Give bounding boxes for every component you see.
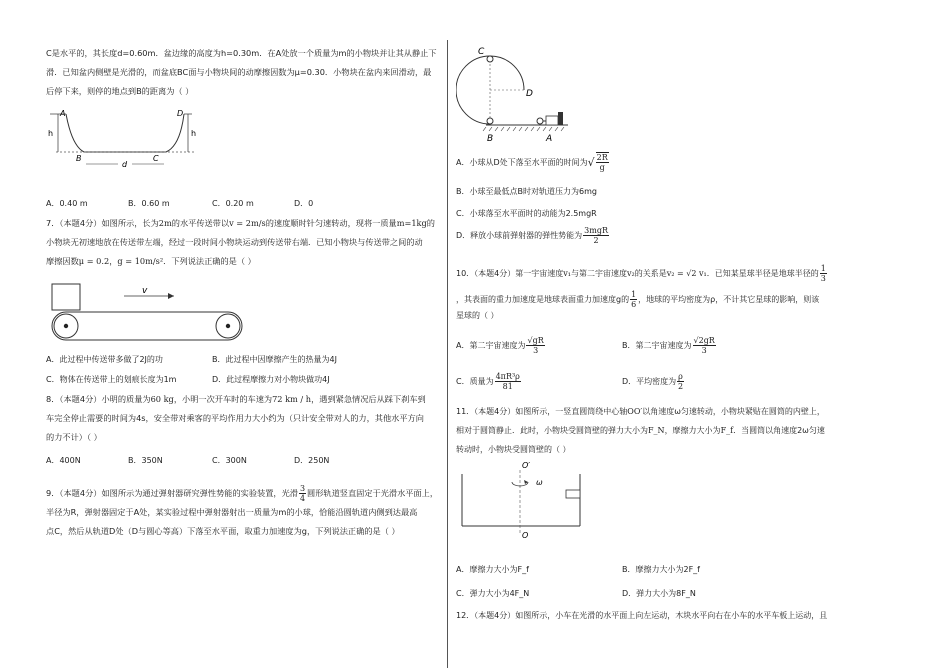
q6-option-d: D．0 — [294, 199, 314, 208]
q7-text-line2: 小物块无初速地放在传送带左端，经过一段时间小物块运动到传送带右端．已知小物块与传送带之间的动 — [46, 237, 423, 247]
q8-text — [46, 390, 442, 447]
q8-option-a: A．400N — [46, 456, 81, 465]
label-B: B — [487, 134, 494, 144]
q7-text — [46, 214, 442, 271]
label-O: O — [522, 531, 529, 540]
label-A: A — [546, 134, 553, 144]
q7-options-row1 — [46, 354, 337, 365]
q8-option-c: C．300N — [212, 456, 247, 465]
q6-options — [46, 198, 313, 209]
q6-option-b: B．0.60 m — [128, 199, 170, 208]
q11-option-c: C．弹力大小为4F_N — [456, 589, 530, 598]
q9-text — [46, 484, 442, 541]
q7-option-c: C．物体在传送带上的划痕长度为1m — [46, 375, 177, 384]
label-D: D — [177, 109, 184, 118]
left-column — [46, 40, 442, 101]
q8-options — [46, 455, 329, 466]
q11-options-row2 — [456, 588, 696, 599]
q9-option-a: A．小球从D处下落至水平面的时间为 √ $\frac{2R}{g}$ — [456, 153, 608, 172]
q10-text-line2: ，其表面的重力加速度是地球表面重力加速度g的 $\frac{1}{6}$ ，地球的平均密度为ρ，不计其它星球的影响，则该 — [456, 290, 820, 309]
column-divider — [447, 40, 448, 668]
q6-text-line2: 滑．已知盆内侧壁是光滑的，而盆底BC面与小物块间的动摩擦因数为μ=0.30．小物块在盆内来回滑动，最 — [46, 67, 432, 77]
label-O-prime: O′ — [522, 461, 531, 470]
q11-text-line1: 11．（本题4分）如图所示，一竖直圆筒绕中心轴OO′以角速度ω匀速转动，小物块紧贴在圆筒的内壁上， — [456, 407, 825, 416]
q7-option-a: A．此过程中传送带多做了2J的功 — [46, 355, 163, 364]
q10-text-line1: 10．（本题4分）第一宇宙速度 v₁ 与第二宇宙速度 v₂ 的关系是 v₂ = √2 v₁ ．已知某星球半径是地球半径的 $\frac{1}{3}$ — [456, 264, 826, 283]
q11-option-a: A．摩擦力大小为F_f — [456, 565, 529, 574]
q8-text-line1: 8．（本题4分）小明的质量为60 kg，小明一次开车时的车速为72 km / h，遇到紧急情况后从踩下刹车到 — [46, 394, 426, 404]
q11-options-row1 — [456, 564, 700, 575]
label-omega: ω — [536, 478, 543, 487]
label-d: d — [122, 160, 128, 169]
q11-cylinder-figure — [456, 460, 596, 540]
q7-text-line3: 摩擦因数μ = 0.2，g = 10m/s²．下列说法正确的是（ ） — [46, 256, 256, 266]
q10-option-d: D．平均密度为 $\frac{\rho}{2}$ — [622, 372, 684, 391]
q7-options-row2 — [46, 374, 330, 385]
label-v: v — [142, 286, 148, 296]
q8-option-d: D．250N — [294, 456, 330, 465]
q11-text-line2: 相对于圆筒静止．此时，小物块受圆筒壁的弹力大小为F_N，摩擦力大小为F_f．当圆筒以角速度2ω匀速 — [456, 426, 825, 435]
label-C: C — [478, 47, 485, 57]
q9-option-d: D．释放小球前弹射器的弹性势能为 $\frac{\text{3mgR}}{2}$ — [456, 226, 608, 245]
q9-option-b: B．小球至最低点B时对轨道压力为6mg — [456, 187, 597, 196]
q11-text-line3: 转动时，小物块受圆筒壁的（ ） — [456, 445, 571, 454]
q12-text-line1: 12．（本题4分）如图所示，小车在光滑的水平面上向左运动，木块水平向右在小车的水平车板上运动，且 — [456, 611, 828, 620]
q11-option-b: B．摩擦力大小为2F_f — [622, 565, 700, 574]
q9-track-figure — [456, 44, 576, 144]
label-D: D — [526, 89, 533, 99]
q6-basin-figure — [46, 106, 206, 170]
label-h-left: h — [48, 129, 54, 138]
q6-option-a: A．0.40 m — [46, 199, 88, 208]
q9-text-line3: 点C，然后从轨道D处（D与圆心等高）下落至水平面，取重力加速度为g，下列说法正确的是（ ） — [46, 526, 400, 536]
label-C: C — [153, 154, 159, 163]
q11-text — [456, 402, 856, 459]
q7-option-d: D．此过程摩擦力对小物块做功4J — [212, 375, 330, 384]
q6-option-c: C．0.20 m — [212, 199, 254, 208]
q9-option-c: C．小球落至水平面时的动能为2.5mgR — [456, 209, 597, 218]
label-B: B — [76, 154, 82, 163]
q7-conveyor-figure — [46, 280, 256, 344]
block — [52, 284, 80, 310]
q8-text-line2: 车完全停止需要的时间为4s，安全带对乘客的平均作用力大小约为（只计安全带对人的力，其他水平方向 — [46, 413, 424, 423]
q9-text-line2: 半径为R，弹射器固定于A处，某实验过程中弹射器射出一质量为m的小球，恰能沿圆轨道内侧到达最高 — [46, 507, 418, 517]
q10-option-c: C．质量为 $\frac{\text{4πR³ρ}}{81}$ — [456, 372, 520, 391]
label-h-right: h — [191, 129, 197, 138]
q6-text-line3: 后停下来，则停的地点到B的距离为（ ） — [46, 86, 194, 96]
q10-option-b: B．第二宇宙速度为 $\frac{√2gR}{3}$ — [622, 336, 715, 355]
q10-text-line3: 星球的（ ） — [456, 311, 499, 320]
q6-text-line1: C是水平的，其长度d=0.60m．盆边缘的高度为h=0.30m．在A处放一个质量为m的小物块并让其从静止下 — [46, 48, 437, 58]
label-A: A — [60, 109, 66, 118]
q7-text-line1: 7．（本题4分）如图所示，长为2m的水平传送带以v = 2m/s的速度顺时针匀速转动，现将一质量m=1kg的 — [46, 218, 435, 228]
q11-option-d: D．弹力大小为8F_N — [622, 589, 696, 598]
q8-text-line3: 的力不计）（ ） — [46, 432, 102, 442]
q9-text-line1: 9．（本题4分）如图所示为通过弹射器研究弹性势能的实验装置，光滑 $\frac{3}{4}$ 圆形轨道竖直固定于光滑水平面上， — [46, 484, 439, 503]
q8-option-b: B．350N — [128, 456, 163, 465]
small-block — [566, 490, 580, 498]
q10-option-a: A．第二宇宙速度为 $\frac{√gR}{3}$ — [456, 336, 544, 355]
q7-option-b: B．此过程中因摩擦产生的热量为4J — [212, 355, 337, 364]
